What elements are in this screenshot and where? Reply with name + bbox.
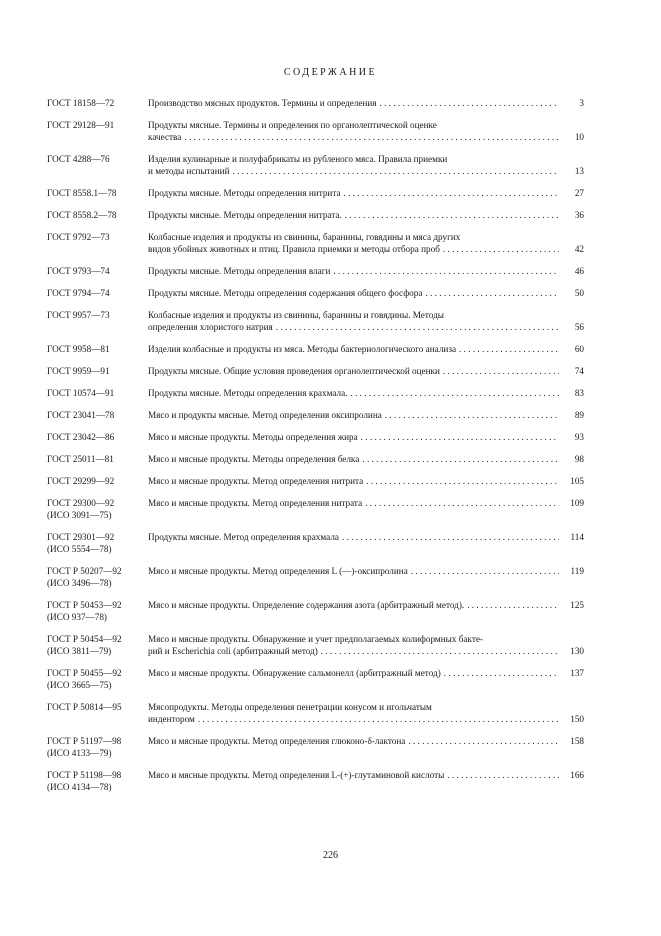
standard-equivalent-line: (ИСО 3496—78) <box>47 578 112 588</box>
leader-dots <box>380 97 559 109</box>
description-line: рий и Escherichia coli (арбитражный метод) <box>148 646 318 656</box>
standard-code <box>47 453 148 465</box>
description-last-line <box>148 645 584 657</box>
entry-description <box>148 187 584 199</box>
toc-entry <box>47 309 584 333</box>
standard-code-line: ГОСТ Р 50814—95 <box>47 702 122 712</box>
leader-dots <box>344 187 559 199</box>
table-of-contents <box>47 97 584 803</box>
leader-dots <box>443 243 559 255</box>
leader-dots <box>447 769 559 781</box>
standard-code-line: ГОСТ 10574—91 <box>47 388 115 398</box>
leader-dots <box>443 365 559 377</box>
standard-code <box>47 97 148 109</box>
standard-code-line: ГОСТ 18158—72 <box>47 98 115 108</box>
leader-dots <box>276 321 559 333</box>
toc-entry <box>47 409 584 421</box>
toc-entry <box>47 431 584 443</box>
standard-code <box>47 119 148 143</box>
description-line: и методы испытаний <box>148 166 230 176</box>
toc-entry <box>47 287 584 299</box>
standard-code-line: ГОСТ Р 50455—92 <box>47 668 122 678</box>
entry-description <box>148 475 584 487</box>
leader-dots <box>342 531 559 543</box>
description-last-line <box>148 409 584 421</box>
description-last-line <box>148 365 584 377</box>
toc-entry <box>47 453 584 465</box>
description-last-line <box>148 735 584 747</box>
description-last-line <box>148 453 584 465</box>
page-ref: 105 <box>570 476 584 486</box>
leader-dots <box>233 165 559 177</box>
standard-code <box>47 667 148 691</box>
standard-code <box>47 265 148 277</box>
description-line: определения хлористого натрия <box>148 322 273 332</box>
standard-code-line: ГОСТ 29128—91 <box>47 120 115 130</box>
standard-code <box>47 475 148 487</box>
standard-code <box>47 287 148 299</box>
standard-code <box>47 735 148 759</box>
standard-equivalent-line: (ИСО 5554—78) <box>47 544 112 554</box>
description-line: Продукты мясные. Методы определения крахмала. <box>148 388 348 398</box>
toc-entry <box>47 365 584 377</box>
page-ref: 50 <box>574 288 584 298</box>
standard-code-line: ГОСТ 8558.1—78 <box>47 188 117 198</box>
page-ref: 109 <box>570 498 584 508</box>
standard-code <box>47 701 148 725</box>
standard-code-line: ГОСТ Р 51198—98 <box>47 770 122 780</box>
standard-code <box>47 231 148 255</box>
description-last-line <box>148 265 584 277</box>
description-line: Мясо и мясные продукты. Метод определения L (—)-оксипролина <box>148 566 408 576</box>
description-line: Мясо и мясные продукты. Метод определения нитрита <box>148 476 364 486</box>
leader-dots <box>184 131 559 143</box>
entry-description <box>148 97 584 109</box>
leader-dots <box>361 431 559 443</box>
page-ref: 137 <box>570 668 584 678</box>
description-line: Изделия колбасные и продукты из мяса. Методы бактериологического анализа <box>148 344 457 354</box>
standard-code-line: ГОСТ 29300—92 <box>47 498 115 508</box>
description-line: Продукты мясные. Термины и определения по органолептической оценке <box>148 120 437 130</box>
leader-dots <box>408 735 559 747</box>
description-line: Производство мясных продуктов. Термины и определения <box>148 98 377 108</box>
entry-description <box>148 343 584 355</box>
standard-code-line: ГОСТ 29301—92 <box>47 532 115 542</box>
standard-equivalent-line: (ИСО 3091—75) <box>47 510 112 520</box>
entry-description <box>148 287 584 299</box>
standard-code <box>47 633 148 657</box>
standard-equivalent-line: (ИСО 937—78) <box>47 612 107 622</box>
toc-entry <box>47 97 584 109</box>
standard-code-line: ГОСТ Р 51197—98 <box>47 736 122 746</box>
leader-dots <box>321 645 559 657</box>
standard-code <box>47 309 148 333</box>
entry-description <box>148 409 584 421</box>
description-last-line <box>148 165 584 177</box>
standard-code-line: ГОСТ 4288—76 <box>47 154 110 164</box>
description-line: Продукты мясные. Методы определения нитрата. <box>148 210 342 220</box>
description-line: Продукты мясные. Общие условия проведения органолептической оценки <box>148 366 440 376</box>
page-ref: 89 <box>574 410 584 420</box>
description-last-line <box>148 131 584 143</box>
standard-code <box>47 769 148 793</box>
page-ref: 119 <box>570 566 584 576</box>
toc-entry <box>47 265 584 277</box>
description-last-line <box>148 97 584 109</box>
description-last-line <box>148 769 584 781</box>
toc-entry <box>47 667 584 691</box>
toc-entry <box>47 475 584 487</box>
standard-code-line: ГОСТ 8558.2—78 <box>47 210 117 220</box>
standard-code <box>47 343 148 355</box>
toc-entry <box>47 153 584 177</box>
description-line: Мясо и продукты мясные. Метод определения оксипролина <box>148 410 382 420</box>
entry-description <box>148 667 584 691</box>
toc-entry <box>47 343 584 355</box>
standard-code-line: ГОСТ 25011—81 <box>47 454 114 464</box>
standard-equivalent-line: (ИСО 4134—78) <box>47 782 112 792</box>
description-line: Мясо и мясные продукты. Методы определения белка <box>148 454 360 464</box>
standard-code <box>47 565 148 589</box>
description-line: Продукты мясные. Методы определения содержания общего фосфора <box>148 288 423 298</box>
page-ref: 125 <box>570 600 584 610</box>
standard-equivalent-line: (ИСО 4133—79) <box>47 748 112 758</box>
page-ref: 74 <box>574 366 584 376</box>
standard-code-line: ГОСТ Р 50207—92 <box>47 566 122 576</box>
description-line: Продукты мясные. Методы определения нитрита <box>148 188 341 198</box>
page-ref: 46 <box>574 266 584 276</box>
page-ref: 158 <box>570 736 584 746</box>
leader-dots <box>425 287 559 299</box>
description-last-line <box>148 497 584 509</box>
description-line: Мясо и мясные продукты. Определение содержания азота (арбитражный метод). <box>148 600 465 610</box>
page-ref: 130 <box>570 646 584 656</box>
description-last-line <box>148 565 584 577</box>
leader-dots <box>198 713 559 725</box>
page-ref: 98 <box>574 454 584 464</box>
page-number: 226 <box>323 850 338 861</box>
page-ref: 60 <box>574 344 584 354</box>
leader-dots <box>333 265 559 277</box>
standard-code-line: ГОСТ 23041—78 <box>47 410 115 420</box>
entry-description <box>148 231 584 255</box>
leader-dots <box>365 497 559 509</box>
description-last-line <box>148 531 584 543</box>
description-line: Продукты мясные. Методы определения влаги <box>148 266 331 276</box>
entry-description <box>148 265 584 277</box>
toc-entry <box>47 209 584 221</box>
page-ref: 114 <box>570 532 584 542</box>
description-last-line <box>148 321 584 333</box>
page-ref: 10 <box>574 132 584 142</box>
description-line: Мясо и мясные продукты. Обнаружение и учет предполагаемых колиформных бакте- <box>148 634 483 644</box>
leader-dots <box>366 475 559 487</box>
entry-description <box>148 633 584 657</box>
description-last-line <box>148 387 584 399</box>
standard-code <box>47 365 148 377</box>
description-line: Мясопродукты. Методы определения пенетрации конусом и игольчатым <box>148 702 432 712</box>
entry-description <box>148 431 584 443</box>
standard-code-line: ГОСТ 9794—74 <box>47 288 110 298</box>
leader-dots <box>467 599 559 611</box>
standard-code <box>47 387 148 399</box>
standard-code <box>47 409 148 421</box>
page-ref: 83 <box>574 388 584 398</box>
description-line: Колбасные изделия и продукты из свинины, баранины и говядины. Методы <box>148 310 444 320</box>
entry-description <box>148 769 584 793</box>
description-line: Продукты мясные. Метод определения крахмала <box>148 532 339 542</box>
standard-code-line: ГОСТ Р 50453—92 <box>47 600 122 610</box>
entry-description <box>148 701 584 725</box>
entry-description <box>148 209 584 221</box>
standard-code <box>47 599 148 623</box>
standard-code <box>47 531 148 555</box>
toc-entry <box>47 599 584 623</box>
toc-entry <box>47 701 584 725</box>
entry-description <box>148 365 584 377</box>
standard-code-line: ГОСТ Р 50454—92 <box>47 634 122 644</box>
leader-dots <box>345 209 559 221</box>
description-last-line <box>148 343 584 355</box>
toc-entry <box>47 531 584 555</box>
description-last-line <box>148 713 584 725</box>
entry-description <box>148 735 584 759</box>
page-ref: 42 <box>574 244 584 254</box>
description-line: Мясо и мясные продукты. Метод определения глюконо-δ-лактона <box>148 736 406 746</box>
toc-entry <box>47 119 584 143</box>
toc-entry <box>47 497 584 521</box>
entry-description <box>148 453 584 465</box>
description-line: Мясо и мясные продукты. Метод определения нитрата <box>148 498 363 508</box>
toc-entry <box>47 187 584 199</box>
entry-description <box>148 565 584 589</box>
entry-description <box>148 531 584 555</box>
description-line: Мясо и мясные продукты. Обнаружение сальмонелл (арбитражный метод) <box>148 668 441 678</box>
standard-code <box>47 431 148 443</box>
description-line: качества <box>148 132 182 142</box>
entry-description <box>148 153 584 177</box>
toc-entry <box>47 565 584 589</box>
leader-dots <box>444 667 559 679</box>
page-ref: 27 <box>574 188 584 198</box>
description-last-line <box>148 287 584 299</box>
standard-code-line: ГОСТ 9793—74 <box>47 266 110 276</box>
description-last-line <box>148 243 584 255</box>
leader-dots <box>411 565 559 577</box>
standard-code <box>47 209 148 221</box>
page-ref: 166 <box>570 770 584 780</box>
entry-description <box>148 387 584 399</box>
entry-description <box>148 497 584 521</box>
description-last-line <box>148 209 584 221</box>
description-line: Мясо и мясные продукты. Метод определения L-(+)-глутаминовой кислоты <box>148 770 445 780</box>
page-ref: 56 <box>574 322 584 332</box>
standard-code-line: ГОСТ 9958—81 <box>47 344 110 354</box>
toc-entry <box>47 735 584 759</box>
leader-dots <box>362 453 559 465</box>
standard-code-line: ГОСТ 9792—73 <box>47 232 110 242</box>
toc-entry <box>47 231 584 255</box>
entry-description <box>148 119 584 143</box>
page-ref: 150 <box>570 714 584 724</box>
standard-code-line: ГОСТ 23042—86 <box>47 432 115 442</box>
description-last-line <box>148 599 584 611</box>
standard-code-line: ГОСТ 29299—92 <box>47 476 115 486</box>
description-line: Мясо и мясные продукты. Методы определения жира <box>148 432 358 442</box>
description-last-line <box>148 475 584 487</box>
page-title: СОДЕРЖАНИЕ <box>283 67 378 78</box>
description-last-line <box>148 431 584 443</box>
toc-entry <box>47 387 584 399</box>
leader-dots <box>350 387 559 399</box>
page-ref: 13 <box>574 166 584 176</box>
entry-description <box>148 309 584 333</box>
description-line: Колбасные изделия и продукты из свинины, баранины, говядины и мяса других <box>148 232 461 242</box>
entry-description <box>148 599 584 623</box>
standard-code-line: ГОСТ 9957—73 <box>47 310 110 320</box>
standard-code-line: ГОСТ 9959—91 <box>47 366 110 376</box>
toc-entry <box>47 769 584 793</box>
description-line: индентором <box>148 714 195 724</box>
standard-code <box>47 187 148 199</box>
standard-code <box>47 153 148 177</box>
description-line: Изделия кулинарные и полуфабрикаты из рубленого мяса. Правила приемки <box>148 154 448 164</box>
leader-dots <box>385 409 559 421</box>
standard-code <box>47 497 148 521</box>
description-last-line <box>148 187 584 199</box>
standard-equivalent-line: (ИСО 3665—75) <box>47 680 112 690</box>
page-ref: 36 <box>574 210 584 220</box>
page-ref: 3 <box>579 98 584 108</box>
leader-dots <box>459 343 559 355</box>
toc-entry <box>47 633 584 657</box>
page-ref: 93 <box>574 432 584 442</box>
standard-equivalent-line: (ИСО 3811—79) <box>47 646 112 656</box>
description-line: видов убойных животных и птиц. Правила приемки и методы отбора проб <box>148 244 440 254</box>
description-last-line <box>148 667 584 679</box>
